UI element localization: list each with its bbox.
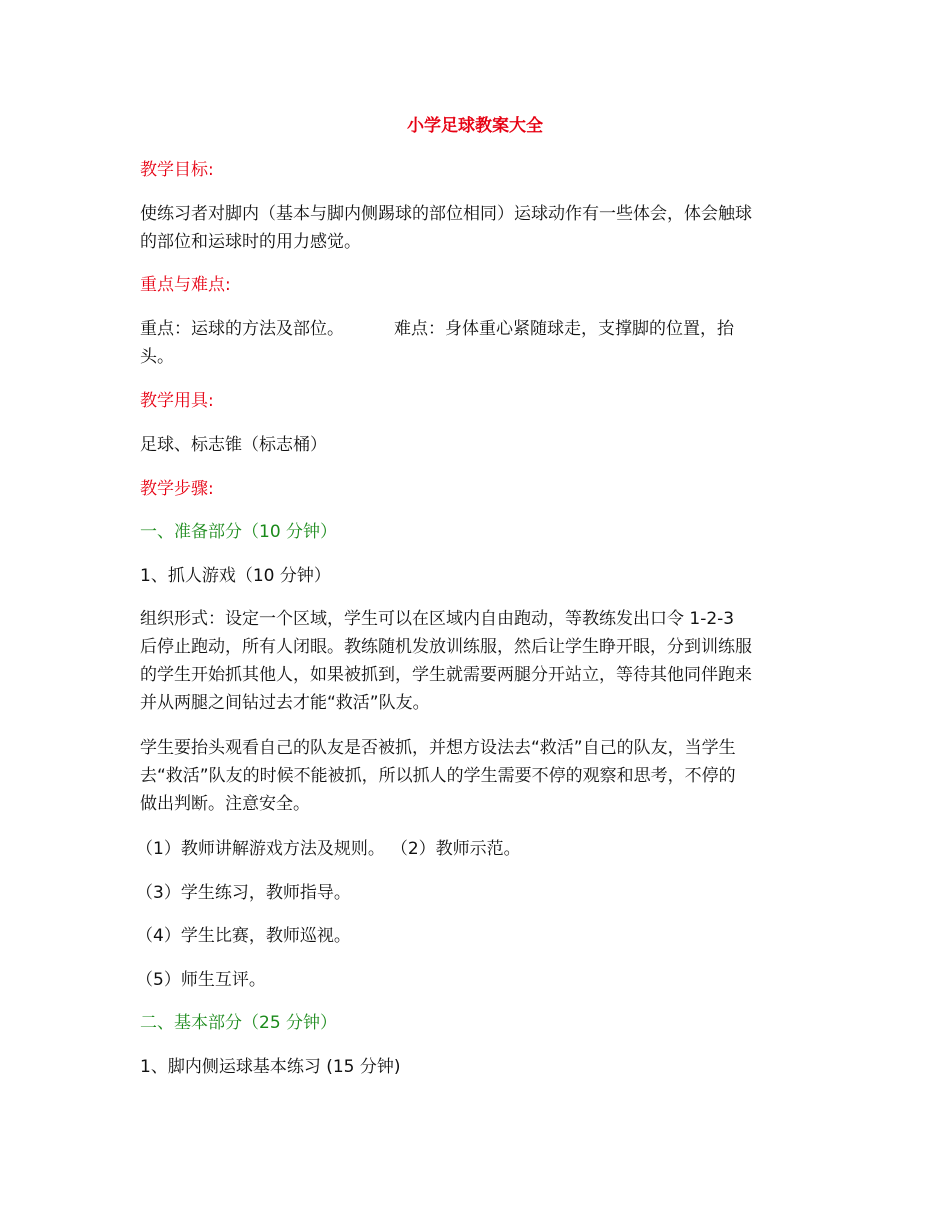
note-line-3: 做出判断。注意安全。 [140, 794, 310, 814]
key-difficulty-heading: 重点与难点: [140, 275, 231, 295]
game-title: 1、抓人游戏（10 分钟） [140, 566, 331, 586]
tools-text: 足球、标志锥（标志桶） [140, 435, 327, 455]
step-1: （1）教师讲解游戏方法及规则。 [136, 839, 385, 859]
steps-line-1 [136, 835, 816, 864]
key-difficulty-line-1 [140, 315, 820, 344]
step-2: （2）教师示范。 [390, 839, 521, 859]
step-3: （3）学生练习，教师指导。 [136, 883, 351, 903]
note-line-2: 去“救活”队友的时候不能被抓，所以抓人的学生需要不停的观察和思考，不停的 [140, 766, 736, 786]
objective-text-line-2: 的部位和运球时的用力感觉。 [140, 232, 361, 252]
key-difficulty-line-2: 头。 [140, 347, 174, 367]
step-5: （5）师生互评。 [136, 970, 266, 990]
tools-heading: 教学用具: [140, 391, 214, 411]
objective-text-line-1: 使练习者对脚内（基本与脚内侧踢球的部位相同）运球动作有一些体会，体会触球 [140, 204, 752, 224]
document-title: 小学足球教案大全 [407, 116, 543, 136]
section-2-heading: 二、基本部分（25 分钟） [140, 1013, 338, 1033]
step-4: （4）学生比赛，教师巡视。 [136, 926, 351, 946]
organization-line-1: 组织形式：设定一个区域，学生可以在区域内自由跑动，等教练发出口令 1-2-3 [140, 609, 735, 629]
section-1-heading: 一、准备部分（10 分钟） [140, 522, 338, 542]
difficulty-point: 难点：身体重心紧随球走，支撑脚的位置，抬 [394, 319, 734, 339]
key-point: 重点：运球的方法及部位。 [140, 319, 344, 339]
objective-heading: 教学目标: [140, 160, 214, 180]
practice-title: 1、脚内侧运球基本练习 (15 分钟) [140, 1057, 401, 1077]
organization-line-3: 的学生开始抓其他人，如果被抓到，学生就需要两腿分开站立，等待其他同伴跑来 [140, 665, 752, 685]
organization-line-2: 后停止跑动，所有人闭眼。教练随机发放训练服，然后让学生睁开眼，分到训练服 [140, 637, 752, 657]
note-line-1: 学生要抬头观看自己的队友是否被抓，并想方设法去“救活”自己的队友，当学生 [140, 738, 736, 758]
organization-line-4: 并从两腿之间钻过去才能“救活”队友。 [140, 693, 430, 713]
steps-heading: 教学步骤: [140, 479, 214, 499]
